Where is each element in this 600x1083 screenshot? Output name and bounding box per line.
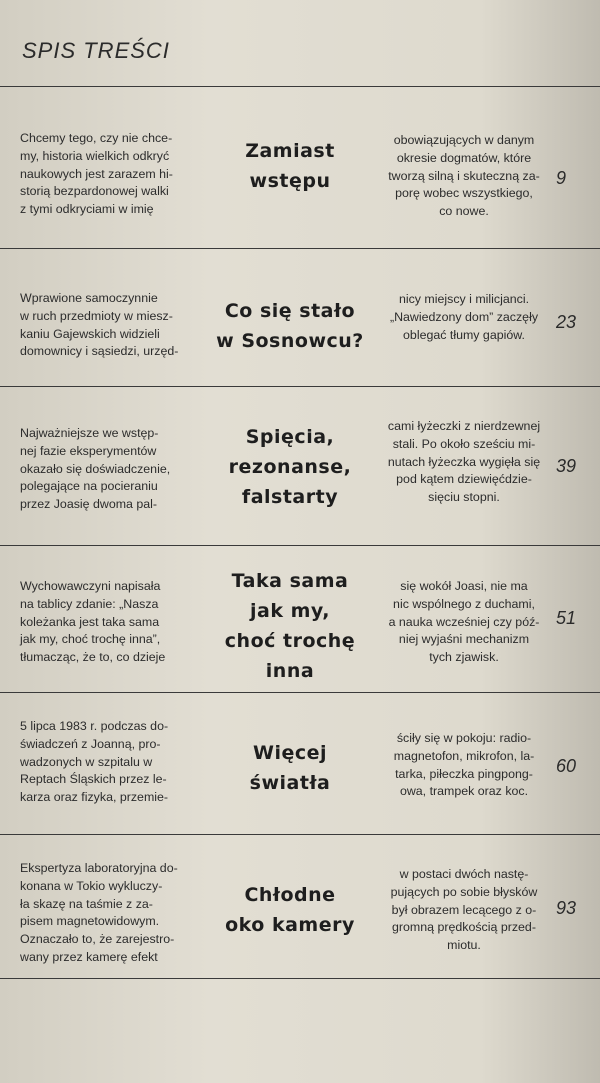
divider-rule [0, 545, 600, 546]
excerpt-line: „Nawiedzony dom” zaczęły [389, 309, 539, 324]
excerpt-line: pujących po sobie błysków [390, 884, 538, 899]
page-number[interactable]: 60 [556, 756, 577, 776]
divider-rule [0, 248, 600, 249]
excerpt-line: się wokół Joasi, nie ma [400, 579, 528, 593]
entry-excerpt-right [384, 418, 544, 507]
excerpt-line: tarka, piłeczka pingpong- [395, 766, 533, 781]
excerpt-line: cami łyżeczki z nierdzewnej [387, 419, 541, 433]
excerpt-line: pod kątem dziewięćdzie- [396, 472, 532, 487]
excerpt-line: obowiązujących w danym [393, 133, 535, 147]
title-line: Więcej [252, 742, 328, 764]
excerpt-line: Ekspertyza laboratoryjna do- [20, 861, 178, 875]
entry-title[interactable] [205, 136, 375, 196]
entry-excerpt-right [384, 730, 544, 801]
entry-excerpt-left [20, 860, 198, 967]
excerpt-line: naukowych jest zarazem hi- [20, 166, 173, 181]
excerpt-line: ła skazę na taśmie z za- [20, 896, 153, 911]
excerpt-line: niej wyjaśni mechanizm [398, 632, 530, 647]
excerpt-line: oblegać tłumy gapiów. [403, 327, 525, 342]
title-line: światła [249, 772, 331, 794]
title-line: Chłodne [244, 884, 336, 906]
excerpt-line: a nauka wcześniej czy póź- [388, 614, 540, 629]
title-line: inna [265, 660, 315, 682]
title-line: w Sosnowcu? [216, 330, 364, 352]
excerpt-line: kaniu Gajewskich widzieli [20, 326, 160, 341]
excerpt-line: Reptach Śląskich przez le- [20, 772, 167, 787]
title-line: oko kamery [225, 914, 355, 936]
excerpt-line: wadzonych w szpitalu w [20, 754, 153, 769]
excerpt-line: okazało się doświadczenie, [20, 461, 171, 476]
excerpt-line: w ruch przedmioty w miesz- [20, 308, 173, 323]
excerpt-line: w postaci dwóch nastę- [399, 867, 529, 881]
excerpt-line: gromną prędkością przed- [392, 920, 536, 935]
excerpt-line: domownicy i sąsiedzi, urzęd- [20, 344, 179, 359]
excerpt-line: Chcemy tego, czy nie chce- [20, 131, 173, 145]
excerpt-line: porę wobec wszystkiego, [395, 186, 533, 201]
excerpt-line: miotu. [447, 938, 481, 953]
entry-title[interactable] [205, 566, 375, 686]
excerpt-line: świadczeń z Joanną, pro- [20, 736, 161, 751]
page-number[interactable]: 93 [556, 898, 577, 918]
divider-rule [0, 692, 600, 693]
excerpt-line: tworzą silną i skuteczną za- [388, 168, 540, 183]
excerpt-line: nic wspólnego z duchami, [393, 596, 535, 611]
title-line: Taka sama [231, 570, 349, 592]
excerpt-line: Wychowawczyni napisała [20, 579, 161, 593]
entry-excerpt-right [384, 132, 544, 221]
excerpt-line: tłumacząc, że to, co dzieje [20, 650, 166, 665]
excerpt-line: ściły się w pokoju: radio- [396, 731, 532, 745]
entry-excerpt-left [20, 718, 198, 807]
divider-rule [0, 978, 600, 979]
excerpt-line: Oznaczało to, że zarejestro- [20, 932, 175, 947]
entry-excerpt-left [20, 290, 198, 361]
entry-excerpt-right [384, 291, 544, 344]
excerpt-line: nutach łyżeczka wygięła się [387, 454, 541, 469]
excerpt-line: Najważniejsze we wstęp- [20, 426, 159, 440]
page-title: SPIS TREŚCI [22, 38, 170, 63]
excerpt-line: pisem magnetowidowym. [20, 914, 160, 929]
entry-excerpt-right [384, 866, 544, 955]
title-line: falstarty [241, 486, 339, 508]
entry-excerpt-right [384, 578, 544, 667]
divider-rule [0, 86, 600, 87]
excerpt-line: storią bezpardonowej walki [20, 184, 169, 199]
entry-excerpt-left [20, 578, 198, 667]
excerpt-line: z tymi odkryciami w imię [20, 202, 154, 217]
entry-title[interactable] [205, 422, 375, 512]
excerpt-line: co nowe. [439, 204, 489, 219]
excerpt-line: stali. Po około sześciu mi- [392, 436, 536, 451]
page-number[interactable]: 9 [556, 168, 567, 188]
excerpt-line: na tablicy zdanie: „Nasza [20, 596, 159, 611]
excerpt-line: my, historia wielkich odkryć [20, 148, 170, 163]
excerpt-line: karza oraz fizyka, przemie- [20, 790, 169, 805]
excerpt-line: koleżanka jest taka sama [20, 614, 160, 629]
excerpt-line: 5 lipca 1983 r. podczas do- [20, 719, 169, 733]
title-line: Spięcia, [245, 426, 335, 448]
excerpt-line: nicy miejscy i milicjanci. [398, 292, 530, 306]
entry-title[interactable] [205, 880, 375, 940]
excerpt-line: nej fazie eksperymentów [20, 443, 157, 458]
title-line: rezonanse, [228, 456, 352, 478]
title-line: wstępu [249, 170, 331, 192]
excerpt-line: tych zjawisk. [429, 650, 499, 665]
excerpt-line: konana w Tokio wykluczy- [20, 878, 163, 893]
page-number[interactable]: 39 [556, 456, 577, 476]
excerpt-line: Wprawione samoczynnie [20, 291, 158, 305]
entry-excerpt-left [20, 130, 198, 219]
excerpt-line: magnetofon, mikrofon, la- [393, 748, 535, 763]
page-number[interactable]: 23 [556, 312, 577, 332]
title-line: Zamiast [245, 140, 335, 162]
excerpt-line: był obrazem lecącego z o- [391, 902, 537, 917]
title-line: jak my, [249, 600, 330, 622]
excerpt-line: okresie dogmatów, które [396, 150, 532, 165]
title-line: choć trochę [224, 630, 356, 652]
excerpt-line: przez Joasię dwoma pal- [20, 497, 158, 512]
excerpt-line: wany przez kamerę efekt [20, 949, 158, 964]
page-number[interactable]: 51 [556, 608, 577, 628]
title-line: Co się stało [224, 300, 356, 322]
entry-excerpt-left [20, 425, 198, 514]
divider-rule [0, 386, 600, 387]
excerpt-line: owa, trampek oraz koc. [399, 784, 529, 799]
excerpt-line: jak my, choć trochę inna”, [20, 632, 161, 647]
entry-title[interactable] [205, 738, 375, 798]
entry-title[interactable] [205, 296, 375, 356]
divider-rule [0, 834, 600, 835]
excerpt-line: sięciu stopni. [428, 490, 500, 505]
excerpt-line: polegające na pocieraniu [20, 479, 158, 494]
